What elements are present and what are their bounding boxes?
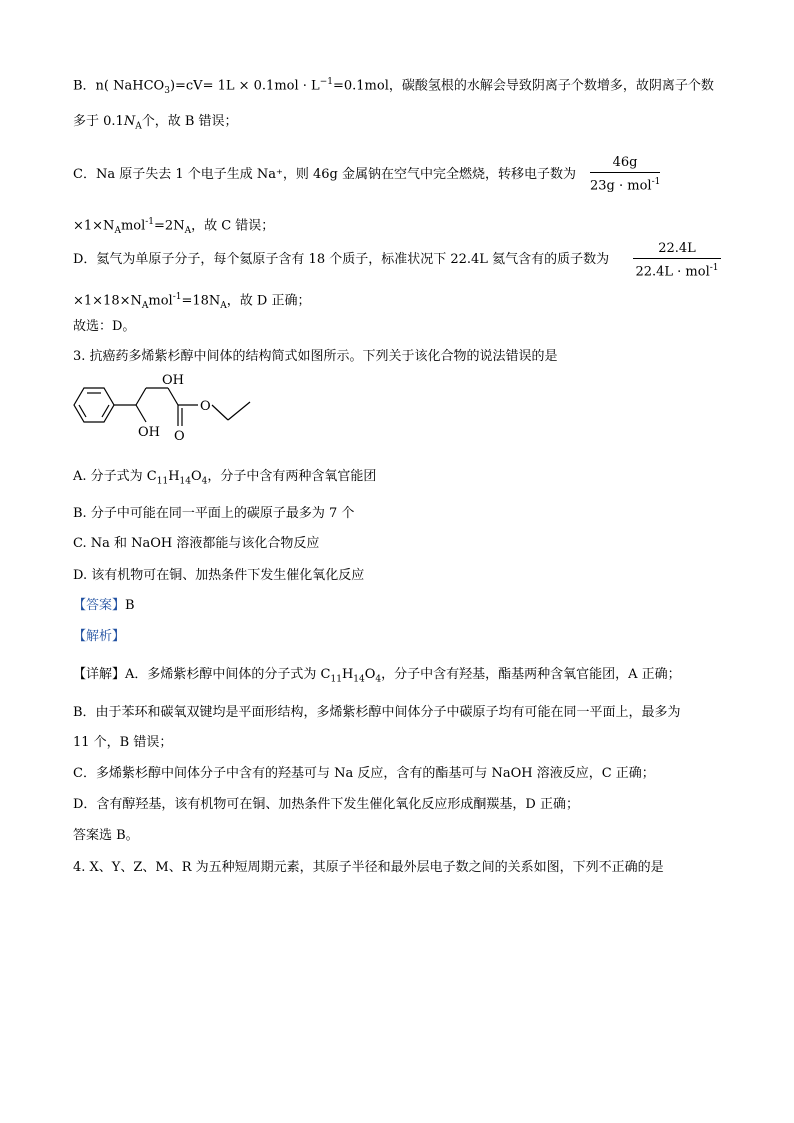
text: ，故 D 正确； [226, 293, 311, 309]
answer-line [73, 597, 135, 615]
text: 23g · mol [590, 178, 652, 194]
solution-b-line2 [73, 113, 238, 136]
question-4-stem: 4. X、Y、Z、M、R 为五种短周期元素，其原子半径和最外层电子数之间的关系如图，下列不正确的是 [73, 860, 664, 875]
superscript: -1 [145, 217, 155, 227]
superscript: -1 [651, 177, 661, 187]
text: mol [148, 293, 173, 309]
text: ×1×18×N [73, 293, 142, 309]
subscript: 14 [179, 476, 191, 487]
solution-b-line1 [73, 73, 714, 100]
text: 多于 0.1 [73, 114, 124, 129]
detail-b-line1: B．由于苯环和碳氧双键均是平面形结构，多烯紫杉醇中间体分子中碳原子均有可能在同一平面上，最多为 [73, 705, 681, 720]
answer-tag: 【答案】 [73, 598, 126, 613]
superscript: -1 [172, 292, 182, 302]
bond [136, 405, 146, 422]
analysis-tag [73, 628, 125, 646]
detail-tag: 【详解】 [73, 667, 126, 682]
solution-d-line2 [73, 288, 310, 315]
text: O [364, 667, 376, 682]
option-d: D. 该有机物可在铜、加热条件下发生催化氧化反应 [73, 568, 365, 583]
bond [136, 388, 146, 405]
subscript: A [114, 225, 121, 236]
numerator: 46g [612, 155, 638, 170]
numerator: 22.4L [658, 241, 696, 256]
o-carbonyl-label: O [174, 429, 185, 444]
denominator [633, 259, 721, 281]
molecule-structure [70, 370, 280, 460]
text: H [168, 469, 180, 484]
superscript: −1 [319, 77, 333, 87]
option-c: C. Na 和 NaOH 溶液都能与该化合物反应 [73, 536, 320, 551]
subscript: 4 [375, 674, 382, 685]
question-3-stem: 3. 抗癌药多烯紫杉醇中间体的结构简式如图所示。下列关于该化合物的说法错误的是 [73, 349, 558, 364]
bond [168, 388, 178, 405]
text: =0.1mol，碳酸氢根的水解会导致阴离子个数增多，故阴离子个数 [332, 78, 714, 94]
detail-c: C．多烯紫杉醇中间体分子中含有的羟基可与 Na 反应，含有的酯基可与 NaOH 溶液反应，C 正确； [73, 766, 655, 781]
text: A. 分子式为 C [73, 469, 157, 484]
text: ×1×N [73, 218, 115, 234]
text: H [341, 667, 354, 682]
subscript: 3 [164, 85, 170, 96]
solution-d-line1: D．氦气为单原子分子，每个氦原子含有 18 个质子，标准状况下 22.4L 氦气含有的质子数为 [73, 252, 610, 267]
o-ester-label: O [200, 399, 211, 414]
solution-c-line1: C．Na 原子失去 1 个电子生成 Na⁺，则 46g 金属钠在空气中完全燃烧，转移电子数为 [73, 167, 576, 182]
bond [212, 405, 228, 420]
subscript: A [220, 300, 227, 311]
detail-a [73, 666, 681, 689]
detail-b-line2: 11 个，B 错误； [73, 735, 173, 750]
text: mol [120, 218, 146, 234]
subscript: A [141, 300, 149, 311]
detail-d: D．含有醇羟基，该有机物可在铜、加热条件下发生催化氧化反应形成酮羰基，D 正确； [73, 797, 579, 812]
conclusion-prev: 故选：D。 [73, 319, 136, 334]
text: O [190, 469, 202, 484]
subscript: 4 [201, 476, 208, 487]
subscript: A [184, 225, 192, 236]
bond [228, 402, 250, 420]
solution-c-line2 [73, 213, 274, 240]
text: 【解析】 [73, 629, 126, 644]
text: )=cV= 1L × 0.1mol · L [169, 78, 320, 94]
subscript: 11 [330, 674, 342, 685]
subscript: A [135, 121, 142, 132]
final-answer: 答案选 B。 [73, 828, 139, 843]
text: 22.4L · mol [635, 264, 710, 280]
text: =2N [154, 218, 185, 234]
oh-top-label: OH [162, 373, 184, 388]
option-b: B. 分子中可能在同一平面上的碳原子最多为 7 个 [73, 506, 355, 521]
text: ，分子中含有两种含氧官能团 [207, 469, 377, 484]
text: ，故 C 错误； [191, 218, 275, 234]
text: =18N [181, 293, 221, 309]
subscript: 14 [353, 674, 365, 685]
denominator [590, 173, 660, 195]
text: 个，故 B 错误； [141, 114, 238, 129]
fraction-c [590, 154, 660, 195]
superscript: -1 [709, 263, 719, 273]
subscript: 11 [156, 476, 169, 487]
text: B．n( NaHCO [73, 78, 165, 94]
fraction-d [633, 240, 721, 281]
option-a [73, 468, 376, 491]
text: N [123, 114, 136, 129]
answer-value: B [125, 598, 135, 613]
oh-bottom-label: OH [138, 425, 160, 440]
text: A．多烯紫杉醇中间体的分子式为 C [125, 667, 331, 682]
text: ，分子中含有羟基，酯基两种含氧官能团，A 正确； [381, 667, 681, 682]
